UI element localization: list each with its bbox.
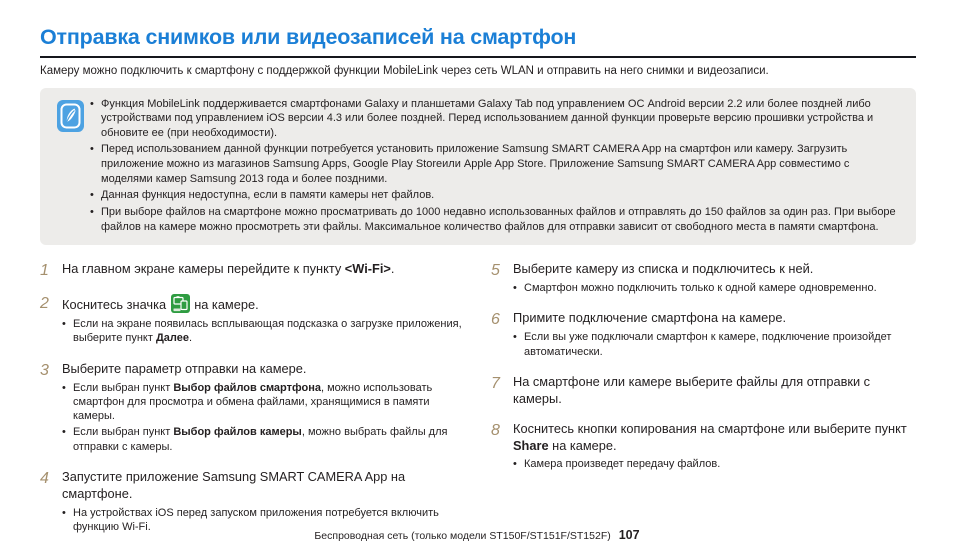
text-run: Если выбран пункт <box>73 381 174 394</box>
step-item <box>491 374 916 408</box>
step-sub-bullet <box>62 425 465 454</box>
text-run: , можно выбрать файлы для отправки с камеры. <box>73 426 448 453</box>
steps-column-left <box>40 261 465 549</box>
mobilelink-icon <box>171 294 190 313</box>
step-body <box>513 421 916 474</box>
step-item <box>40 261 465 281</box>
text-run: На устройствах iOS перед запуском приложения потребуется включить функцию Wi-Fi. <box>73 506 439 534</box>
step-number: 7 <box>491 374 500 392</box>
step-item <box>40 361 465 456</box>
footer-section-label: Беспроводная сеть (только модели ST150F/ST151F/ST152F) <box>314 530 611 542</box>
text-run: На смартфоне или камере выберите файлы для отправки с камеры. <box>513 373 871 406</box>
step-number: 3 <box>40 361 49 379</box>
step-body <box>62 361 465 456</box>
step-text <box>513 374 916 408</box>
step-sub-bullet <box>62 381 465 424</box>
step-sub-bullet <box>62 317 465 346</box>
text-run: Выберите камеру из списка и подключитесь к ней. <box>513 261 814 277</box>
step-number: 6 <box>491 311 500 329</box>
text-run: Если вы уже подключали смартфон к камере, подключение произойдет автоматически. <box>524 331 892 358</box>
step-number: 4 <box>40 470 49 488</box>
steps-column-right <box>491 261 916 549</box>
step-body <box>62 294 465 347</box>
step-item <box>40 294 465 347</box>
steps-section <box>40 261 916 549</box>
footer-page-number: 107 <box>618 528 640 542</box>
title-divider <box>40 56 916 58</box>
step-number: 5 <box>491 262 500 280</box>
text-run: Если на экране появилась всплывающая подсказка о загрузке приложения, выберите пункт <box>73 318 462 345</box>
step-text <box>62 261 465 278</box>
text-run: на камере. <box>548 437 617 453</box>
step-text <box>513 310 916 327</box>
note-bullet-list <box>90 97 904 237</box>
step-text <box>62 361 465 378</box>
text-run: Примите подключение смартфона на камере. <box>513 310 787 326</box>
pen-note-icon <box>57 100 84 132</box>
text-run: Запустите приложение Samsung SMART CAMERA App на смартфоне. <box>62 469 406 501</box>
text-run: . <box>390 261 395 277</box>
note-bullet: • Данная функция недоступна, если в памяти камеры нет файлов. <box>90 188 904 203</box>
page-title: Отправка снимков или видеозаписей на смартфон <box>40 25 577 49</box>
text-run: На главном экране камеры перейдите к пункту <box>62 261 345 277</box>
text-run: Камера произведет передачу файлов. <box>524 458 721 471</box>
text-run: Коснитесь кнопки копирования на смартфоне или выберите пункт <box>513 420 907 436</box>
step-sub-bullet <box>513 457 916 471</box>
step-sub-bullets <box>62 317 465 346</box>
step-text <box>62 469 465 503</box>
step-item <box>491 261 916 297</box>
step-sub-bullets <box>513 330 916 359</box>
step-sub-bullet <box>513 281 916 295</box>
page-footer <box>0 526 954 544</box>
step-body <box>513 310 916 360</box>
step-number: 1 <box>40 262 49 280</box>
text-run: , можно использовать смартфон для просмотра и обмена файлами, хранящимися в памяти камеры. <box>73 381 433 423</box>
emphasis-text: Выбор файлов смартфона <box>173 381 321 394</box>
text-run: Смартфон можно подключить только к одной камере одновременно. <box>524 282 877 295</box>
step-item <box>491 310 916 360</box>
emphasis-text: Share <box>513 437 549 453</box>
emphasis-text: Выбор файлов камеры <box>173 426 302 439</box>
step-sub-bullets <box>513 281 916 295</box>
text-run: на камере. <box>190 297 259 313</box>
note-box <box>40 88 916 246</box>
step-sub-bullets <box>513 457 916 471</box>
text-run: Если выбран пункт <box>73 426 174 439</box>
intro-paragraph: Камеру можно подключить к смартфону с поддержкой функции MobileLink через сеть WLAN и отправить на него снимки и видеозаписи. <box>40 64 769 77</box>
text-run: . <box>189 332 193 345</box>
emphasis-text: Далее <box>155 332 190 345</box>
note-bullet: • Функция MobileLink поддерживается смартфонами Galaxy и планшетами Galaxy Tab под управлением ОС Android версии 2.2 или более поздней либо устройствами под управлением iOS версии 4.3 или более поздней. Перед использованием данной функции проверьте версию прошивки устройства и обновите ее (при необходимости). <box>90 97 904 141</box>
step-body <box>513 261 916 297</box>
step-body <box>62 261 465 281</box>
step-number: 8 <box>491 421 500 439</box>
emphasis-text: <Wi-Fi> <box>344 261 391 277</box>
step-text <box>62 294 465 314</box>
text-run: Коснитесь значка <box>62 297 170 313</box>
step-text <box>513 421 916 455</box>
note-bullet: • Перед использованием данной функции потребуется установить приложение Samsung SMART CAMERA App на смартфон или камеру. Загрузить приложение можно из магазинов Samsung Apps, Google Play Storeили Apple App Store. Приложение Samsung SMART CAMERA App совместимо с моделями камер Samsung 2013 года и более поздними. <box>90 142 904 186</box>
step-body <box>513 374 916 408</box>
step-item <box>491 421 916 474</box>
step-number: 2 <box>40 295 49 313</box>
note-bullet: • При выборе файлов на смартфоне можно просматривать до 1000 недавно использованных файлов и отправлять до 150 файлов за один раз. При выборе файлов на камере можно просмотреть эти файлы. Максимальное количество файлов для отправки зависит от свободного места в памяти смартфона. <box>90 205 904 234</box>
step-text <box>513 261 916 278</box>
text-run: Выберите параметр отправки на камере. <box>62 360 307 376</box>
step-sub-bullets <box>62 381 465 454</box>
note-icon-column <box>50 97 90 132</box>
step-sub-bullet <box>513 330 916 359</box>
